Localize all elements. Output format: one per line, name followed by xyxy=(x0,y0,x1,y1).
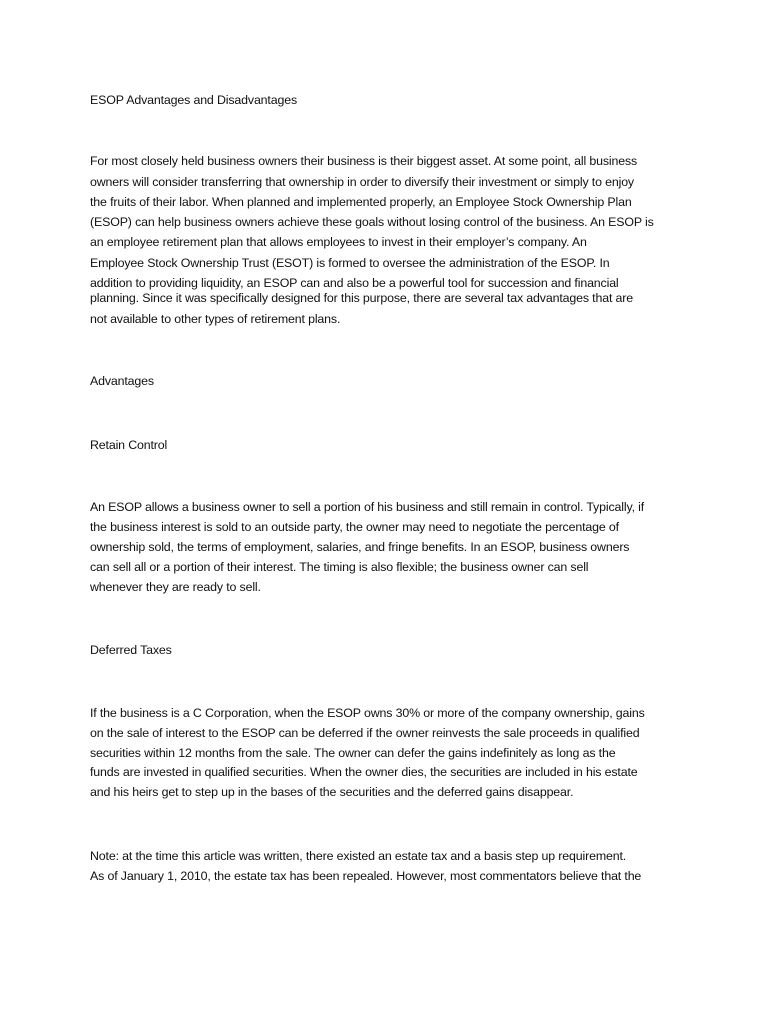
paragraph-line: As of January 1, 2010, the estate tax has been repealed. However, most commentators believe that the xyxy=(90,869,642,883)
paragraph-line: funds are invested in qualified securities. When the owner dies, the securities are included in his estate xyxy=(90,765,638,779)
paragraph-line: An ESOP allows a business owner to sell a portion of his business and still remain in control. Typically, if xyxy=(90,500,645,514)
paragraph-line: securities within 12 months from the sale. The owner can defer the gains indefinitely as long as the xyxy=(90,746,616,760)
paragraph-line: (ESOP) can help business owners achieve these goals without losing control of the business. An ESOP is xyxy=(90,215,654,229)
paragraph-line: not available to other types of retirement plans. xyxy=(90,312,341,326)
paragraph-line: the business interest is sold to an outside party, the owner may need to negotiate the percentage of xyxy=(90,520,619,534)
document-title: ESOP Advantages and Disadvantages xyxy=(90,93,297,107)
paragraph-line: whenever they are ready to sell. xyxy=(90,580,261,594)
paragraph-line: the fruits of their labor. When planned and implemented properly, an Employee Stock Ownership Plan xyxy=(90,195,632,209)
paragraph-line: owners will consider transferring that ownership in order to diversify their investment or simply to enjoy xyxy=(90,175,634,189)
paragraph-line: on the sale of interest to the ESOP can be deferred if the owner reinvests the sale proceeds in qualified xyxy=(90,726,640,740)
retain-control-heading: Retain Control xyxy=(90,438,168,452)
paragraph-line: Note: at the time this article was written, there existed an estate tax and a basis step up requirement. xyxy=(90,849,627,863)
paragraph-line: can sell all or a portion of their interest. The timing is also flexible; the business owner can sell xyxy=(90,560,589,574)
paragraph-line: ownership sold, the terms of employment, salaries, and fringe benefits. In an ESOP, business owners xyxy=(90,540,630,554)
paragraph-line: and his heirs get to step up in the bases of the securities and the deferred gains disappear. xyxy=(90,785,574,799)
deferred-taxes-heading: Deferred Taxes xyxy=(90,643,172,657)
paragraph-line: an employee retirement plan that allows employees to invest in their employer’s company. An xyxy=(90,235,587,249)
paragraph-line: Employee Stock Ownership Trust (ESOT) is formed to oversee the administration of the ESOP. In xyxy=(90,256,610,270)
paragraph-line: addition to providing liquidity, an ESOP can and also be a powerful tool for succession and financial xyxy=(90,276,619,290)
advantages-heading: Advantages xyxy=(90,374,154,388)
paragraph-line: If the business is a C Corporation, when the ESOP owns 30% or more of the company ownership, gains xyxy=(90,706,645,720)
paragraph-line: For most closely held business owners their business is their biggest asset. At some point, all business xyxy=(90,154,638,168)
paragraph-line: planning. Since it was specifically designed for this purpose, there are several tax advantages that are xyxy=(90,291,633,305)
